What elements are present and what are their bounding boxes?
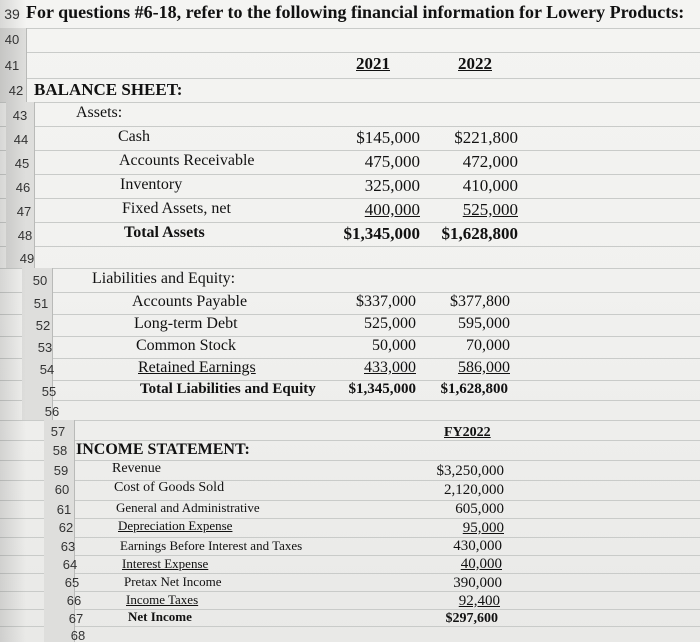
liability-value-2022: 70,000 — [466, 337, 510, 354]
grid-line — [0, 626, 700, 627]
asset-value-2021: 400,000 — [364, 200, 420, 219]
asset-value-2022: 410,000 — [462, 176, 518, 195]
total-liabilities-label: Total Liabilities and Equity — [140, 381, 316, 397]
grid-line — [0, 78, 700, 79]
income-label: Interest Expense — [122, 556, 209, 571]
row-number[interactable]: 45 — [14, 156, 30, 171]
row-number[interactable]: 39 — [4, 6, 20, 22]
income-value: 430,000 — [453, 538, 502, 554]
grid-line — [0, 609, 700, 610]
total-liabilities-2022: $1,628,800 — [440, 381, 508, 397]
row-number[interactable]: 53 — [37, 340, 53, 355]
row-number[interactable]: 48 — [17, 228, 33, 243]
row-number[interactable]: 41 — [4, 58, 20, 73]
income-label: Earnings Before Interest and Taxes — [120, 538, 303, 553]
income-label: Pretax Net Income — [124, 574, 222, 589]
liability-value-2022: 595,000 — [458, 315, 510, 332]
row-number[interactable]: 51 — [33, 296, 49, 311]
asset-value-2022: $221,800 — [454, 128, 518, 147]
fy-header: FY2022 — [444, 425, 491, 440]
asset-value-2021: $145,000 — [356, 128, 420, 147]
row-number[interactable]: 61 — [56, 502, 72, 517]
asset-value-2022: 525,000 — [462, 200, 518, 219]
asset-value-2021: 475,000 — [364, 152, 420, 171]
sheet-title: For questions #6-18, refer to the following financial information for Lowery Products: — [26, 2, 685, 22]
liability-value-2021: 50,000 — [372, 337, 416, 354]
balance-sheet-title: BALANCE SHEET: — [34, 80, 183, 99]
row-number[interactable]: 50 — [32, 273, 48, 288]
asset-label: Inventory — [120, 176, 183, 193]
grid-line — [0, 150, 700, 151]
row-number[interactable]: 57 — [50, 424, 66, 439]
grid-line — [0, 460, 700, 461]
liability-label: Retained Earnings — [138, 359, 256, 376]
row-number[interactable]: 43 — [12, 108, 28, 123]
grid-line — [0, 28, 700, 29]
grid-line — [0, 246, 700, 247]
row-number[interactable]: 63 — [60, 539, 76, 554]
row-number[interactable]: 66 — [66, 593, 82, 608]
row-number[interactable]: 40 — [4, 32, 20, 47]
row-number[interactable]: 62 — [58, 520, 74, 535]
row-number[interactable]: 55 — [41, 384, 57, 399]
income-value: 40,000 — [460, 556, 502, 572]
grid-line — [0, 420, 700, 421]
grid-line — [0, 268, 700, 269]
liability-label: Common Stock — [136, 337, 237, 354]
net-income-label: Net Income — [128, 609, 192, 624]
year-header-2021: 2021 — [356, 54, 390, 73]
net-income-value: $297,600 — [445, 611, 498, 626]
income-label: Cost of Goods Sold — [114, 480, 225, 495]
row-number[interactable]: 46 — [15, 180, 31, 195]
row-number[interactable]: 42 — [8, 83, 24, 98]
income-value: $3,250,000 — [436, 463, 504, 479]
income-label: Depreciation Expense — [118, 518, 233, 533]
income-value: 605,000 — [455, 501, 504, 517]
liability-value-2021: $337,000 — [356, 293, 416, 310]
grid-line — [0, 222, 700, 223]
grid-line — [0, 52, 700, 53]
income-label: General and Administrative — [116, 500, 260, 515]
asset-label: Accounts Receivable — [119, 152, 255, 169]
row-number[interactable]: 59 — [53, 463, 69, 478]
row-number[interactable]: 49 — [19, 251, 35, 266]
income-value: 92,400 — [458, 593, 500, 609]
row-number[interactable]: 52 — [35, 318, 51, 333]
grid-line — [0, 537, 700, 538]
liabilities-label: Liabilities and Equity: — [92, 270, 236, 287]
grid-line — [0, 174, 700, 175]
income-label: Income Taxes — [126, 592, 199, 607]
grid-line — [0, 198, 700, 199]
total-assets-label: Total Assets — [124, 224, 205, 241]
year-header-2022: 2022 — [458, 54, 492, 73]
income-value: 390,000 — [453, 575, 502, 591]
row-number[interactable]: 68 — [70, 628, 86, 642]
liability-label: Accounts Payable — [132, 293, 248, 310]
liability-value-2021: 525,000 — [364, 315, 416, 332]
grid-line — [0, 518, 700, 519]
grid-line — [0, 126, 700, 127]
grid-line — [0, 500, 700, 501]
row-number[interactable]: 58 — [52, 443, 68, 458]
liability-value-2021: 433,000 — [364, 359, 416, 376]
asset-label: Fixed Assets, net — [122, 200, 231, 217]
row-number[interactable]: 44 — [13, 132, 29, 147]
row-number[interactable]: 67 — [68, 611, 84, 626]
income-value: 2,120,000 — [444, 482, 504, 498]
income-statement-title: INCOME STATEMENT: — [76, 441, 250, 458]
grid-line — [0, 573, 700, 574]
asset-value-2021: 325,000 — [364, 176, 420, 195]
asset-value-2022: 472,000 — [462, 152, 518, 171]
liability-value-2022: 586,000 — [458, 359, 510, 376]
grid-line — [0, 102, 700, 103]
row-number[interactable]: 65 — [64, 575, 80, 590]
row-number[interactable]: 56 — [44, 404, 60, 419]
total-assets-2022: $1,628,800 — [441, 224, 518, 243]
grid-line — [0, 591, 700, 592]
income-value: 95,000 — [462, 520, 504, 536]
grid-line — [0, 400, 700, 401]
grid-line — [0, 555, 700, 556]
row-number[interactable]: 60 — [54, 482, 70, 497]
total-liabilities-2021: $1,345,000 — [348, 381, 416, 397]
income-label: Revenue — [112, 461, 161, 476]
asset-label: Cash — [118, 128, 150, 145]
grid-line — [0, 480, 700, 481]
assets-label: Assets: — [76, 104, 123, 121]
photo-shadow — [0, 0, 26, 642]
row-number[interactable]: 64 — [62, 557, 78, 572]
row-number[interactable]: 54 — [39, 362, 55, 377]
row-number[interactable]: 47 — [16, 204, 32, 219]
total-assets-2021: $1,345,000 — [343, 224, 420, 243]
liability-value-2022: $377,800 — [450, 293, 510, 310]
liability-label: Long-term Debt — [134, 315, 238, 332]
